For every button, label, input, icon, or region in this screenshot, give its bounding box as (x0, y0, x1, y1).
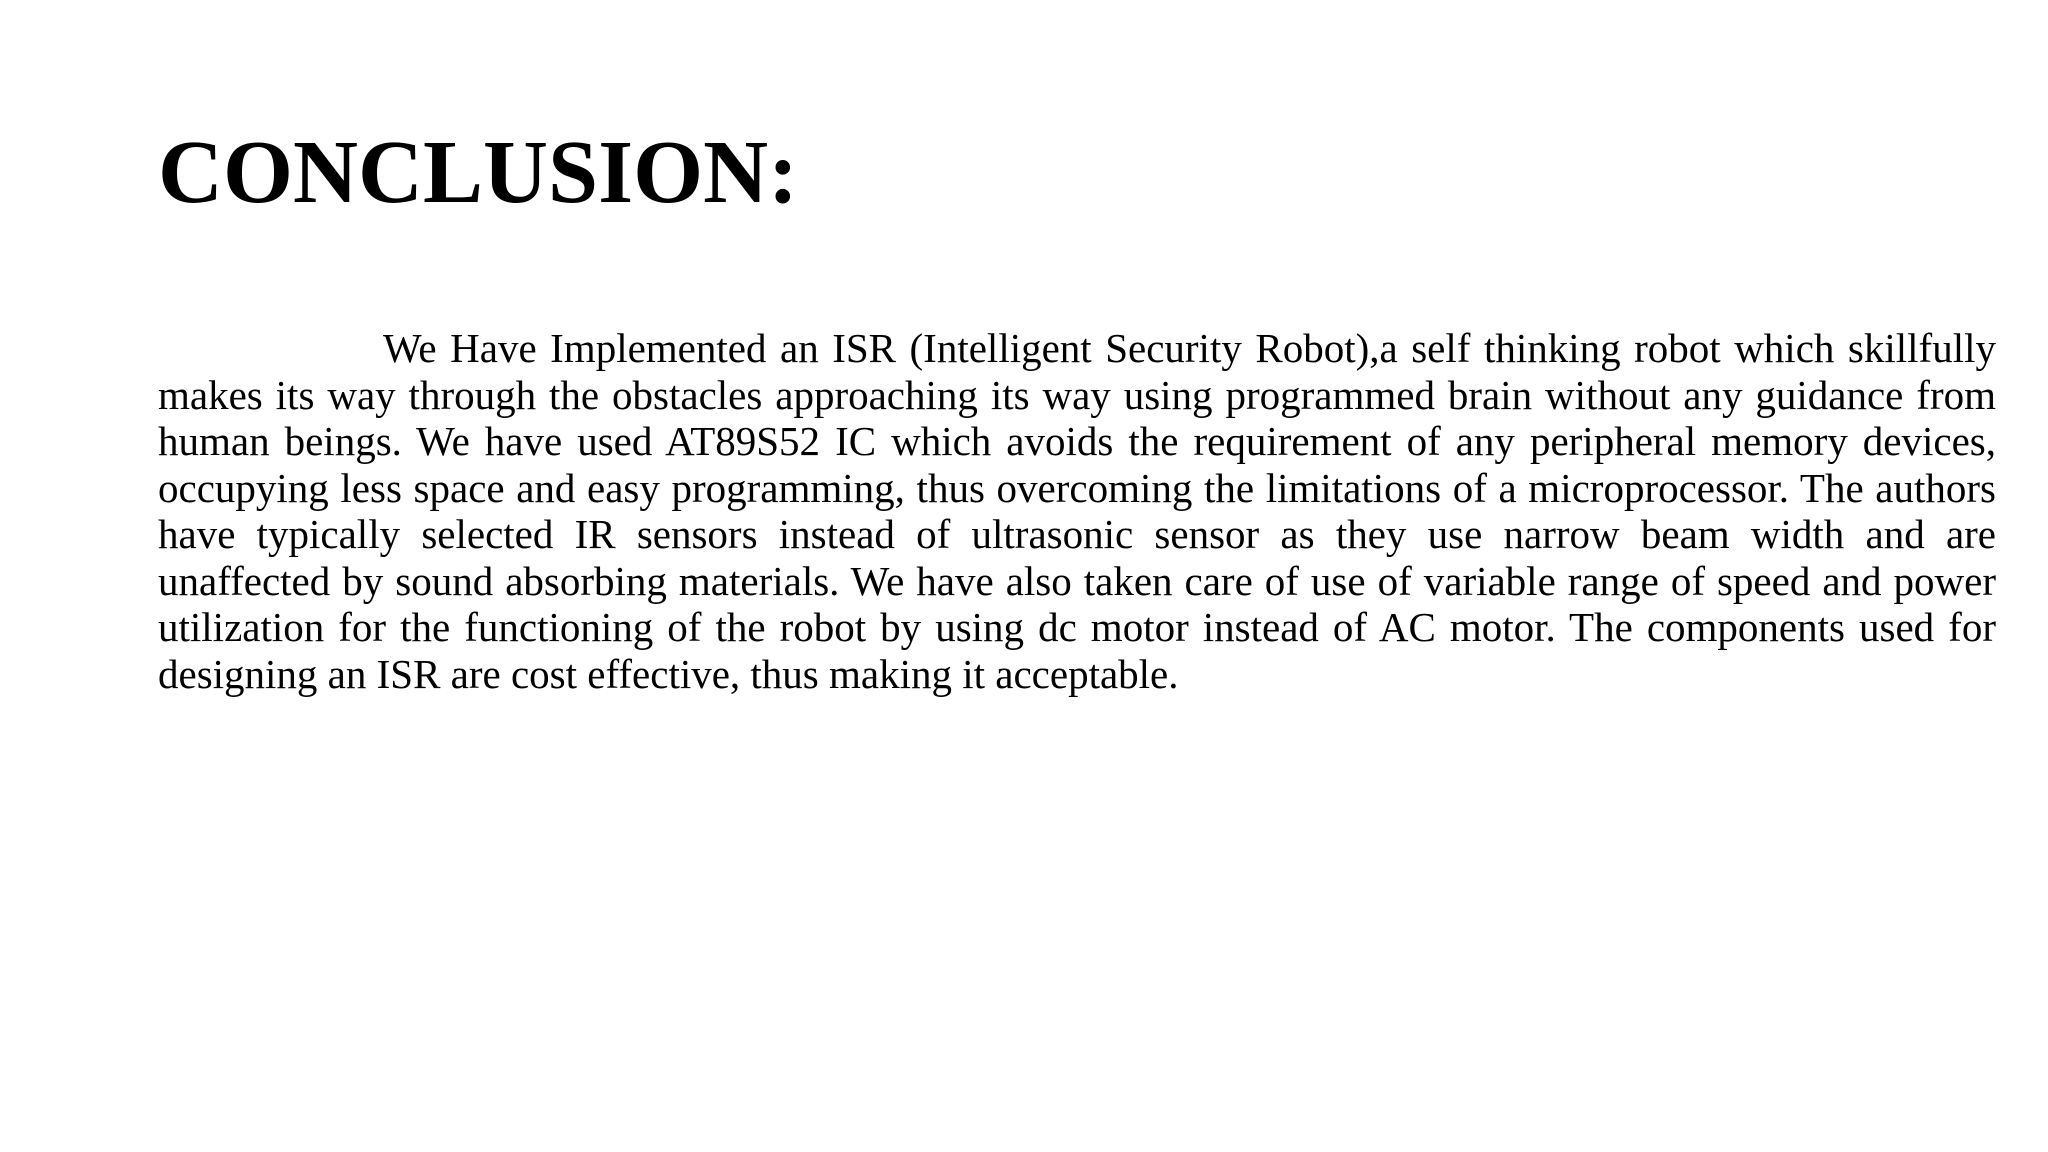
conclusion-paragraph: We Have Implemented an ISR (Intelligent Security Robot),a self thinking robot which skillfully makes its way through the obstacles approaching its way using programmed brain without any guidance from human beings. We have used AT89S52 IC which avoids the requirement of any peripheral memory devices, occupying less space and easy programming, thus overcoming the limitations of a microprocessor. The authors have typically selected IR sensors instead of ultrasonic sensor as they use narrow beam width and are unaffected by sound absorbing materials. We have also taken care of use of variable range of speed and power utilization for the functioning of the robot by using dc motor instead of AC motor. The components used for designing an ISR are cost effective, thus making it acceptable. (158, 325, 1996, 697)
slide-title: CONCLUSION: (158, 123, 799, 222)
